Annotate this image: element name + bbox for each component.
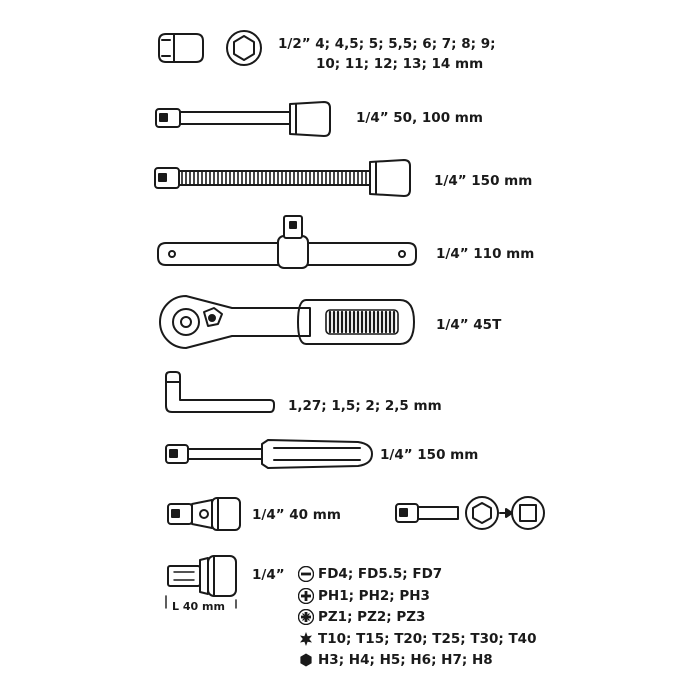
square-hex-adapter-icon bbox=[396, 497, 544, 529]
socket-label-line2: 10; 11; 12; 13; 14 mm bbox=[316, 56, 484, 72]
ratchet-label: 1/4” 45T bbox=[436, 317, 502, 333]
screwdriver-handle-label: 1/4” 150 mm bbox=[380, 447, 479, 463]
bit-text-torx: T10; T15; T20; T25; T30; T40 bbox=[318, 630, 537, 647]
bit-text-pozidriv: PZ1; PZ2; PZ3 bbox=[318, 609, 426, 626]
socket-label: 1/2” 4; 4,5; 5; 5,5; 6; 7; 8; 9; bbox=[278, 36, 496, 52]
flexible-extension-icon bbox=[155, 160, 410, 196]
sliding-t-handle-icon bbox=[158, 216, 416, 268]
hex-keys-label: 1,27; 1,5; 2; 2,5 mm bbox=[288, 398, 442, 414]
pozidriv-tip-icon bbox=[298, 609, 314, 625]
hex-socket-icon bbox=[227, 31, 261, 65]
socket-side-icon bbox=[159, 34, 203, 62]
slotted-tip-icon bbox=[298, 566, 314, 582]
bit-text-slotted: FD4; FD5.5; FD7 bbox=[318, 566, 443, 582]
extension-bar-label: 1/4” 50, 100 mm bbox=[356, 110, 483, 126]
extension-bar-icon bbox=[156, 102, 330, 136]
bit-text-phillips: PH1; PH2; PH3 bbox=[318, 587, 430, 604]
t-handle-label: 1/4” 110 mm bbox=[436, 246, 535, 262]
bit-text-hex: H3; H4; H5; H6; H7; H8 bbox=[318, 652, 493, 669]
bit-holder-label: 1/4” bbox=[252, 567, 285, 583]
universal-joint-label: 1/4” 40 mm bbox=[252, 507, 341, 523]
flexible-extension-label: 1/4” 150 mm bbox=[434, 173, 533, 189]
hex-tip-icon bbox=[298, 652, 314, 668]
hex-key-icon bbox=[166, 372, 274, 412]
torx-tip-icon bbox=[298, 631, 314, 647]
universal-joint-icon bbox=[168, 498, 240, 530]
bit-holder-length: L 40 mm bbox=[172, 600, 225, 613]
spinner-handle-icon bbox=[166, 440, 372, 468]
phillips-tip-icon bbox=[298, 588, 314, 604]
ratchet-handle-icon bbox=[160, 296, 414, 348]
